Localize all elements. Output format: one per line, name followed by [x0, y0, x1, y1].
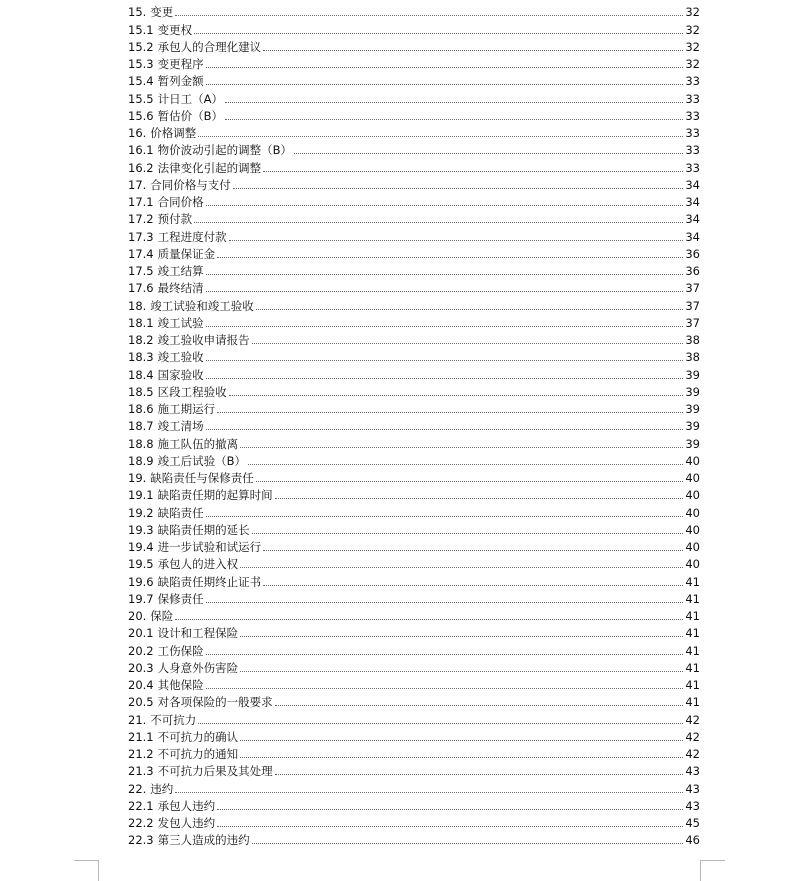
toc-entry-title: 进一步试验和试运行: [157, 540, 262, 554]
toc-entry-page-number: 41: [685, 609, 700, 623]
toc-dot-leader: [275, 705, 684, 706]
toc-entry-number: 18.4: [128, 367, 154, 382]
toc-entry[interactable]: [128, 606, 700, 623]
toc-entry-number: 17.3: [128, 229, 154, 244]
toc-entry-title: 暂估价（B）: [157, 108, 223, 123]
toc-dot-leader: [240, 636, 683, 637]
toc-entry-number: 17.5: [128, 264, 154, 278]
toc-entry-number: 19.6: [128, 574, 154, 589]
toc-entry[interactable]: [128, 485, 700, 502]
toc-entry[interactable]: [128, 295, 700, 312]
toc-dot-leader: [175, 15, 683, 16]
toc-entry-number: 15.6: [128, 108, 154, 123]
toc-dot-leader: [225, 102, 683, 103]
toc-entry[interactable]: [128, 554, 700, 571]
toc-entry-page-number: 39: [685, 436, 700, 451]
toc-dot-leader: [275, 498, 684, 499]
toc-entry-title: 违约: [150, 781, 174, 796]
toc-dot-leader: [263, 550, 683, 551]
toc-entry-number: 22.2: [128, 816, 154, 830]
toc-entry-number: 17.4: [128, 246, 154, 261]
toc-dot-leader: [252, 533, 684, 534]
toc-entry-title: 缺陷责任期终止证书: [157, 574, 262, 589]
toc-entry-title: 计日工（A）: [157, 91, 223, 106]
toc-entry-page-number: 40: [685, 540, 700, 554]
toc-entry-number: 20.5: [128, 695, 154, 710]
toc-entry-page-number: 41: [685, 660, 700, 675]
toc-entry-number: 18.1: [128, 315, 154, 330]
page-corner-mark-right: [700, 860, 725, 881]
toc-entry[interactable]: [128, 209, 700, 226]
toc-entry-page-number: 33: [685, 91, 700, 106]
toc-dot-leader: [240, 447, 683, 448]
toc-entry[interactable]: [128, 692, 700, 709]
toc-entry[interactable]: [128, 537, 700, 554]
toc-entry-number: 18.9: [128, 453, 154, 468]
toc-entry[interactable]: [128, 830, 700, 847]
toc-entry-page-number: 37: [685, 281, 700, 296]
toc-dot-leader: [229, 395, 684, 396]
toc-entry-page-number: 38: [685, 350, 700, 365]
toc-dot-leader: [217, 257, 683, 258]
toc-entry-title: 不可抗力的通知: [157, 747, 239, 761]
toc-entry-number: 16.: [128, 126, 147, 140]
toc-dot-leader: [198, 136, 683, 137]
toc-entry-number: 19.: [128, 471, 147, 485]
toc-dot-leader: [206, 360, 684, 361]
toc-entry-title: 最终结清: [157, 281, 204, 296]
toc-entry-title: 第三人造成的违约: [157, 833, 250, 848]
toc-entry-title: 竣工后试验（B）: [157, 453, 246, 468]
toc-dot-leader: [263, 50, 683, 51]
toc-dot-leader: [206, 516, 684, 517]
toc-dot-leader: [206, 688, 684, 689]
toc-dot-leader: [198, 723, 683, 724]
toc-entry-number: 21.1: [128, 729, 154, 744]
toc-entry-page-number: 33: [685, 143, 700, 158]
table-of-contents: [128, 2, 700, 847]
toc-entry-page-number: 37: [685, 298, 700, 313]
toc-dot-leader: [256, 309, 684, 310]
toc-dot-leader: [206, 378, 684, 379]
toc-entry-page-number: 41: [685, 574, 700, 589]
toc-entry-page-number: 43: [685, 781, 700, 796]
toc-entry[interactable]: [128, 399, 700, 416]
toc-entry-title: 竣工清场: [157, 419, 204, 434]
toc-entry-page-number: 36: [685, 246, 700, 261]
toc-entry-page-number: 41: [685, 626, 700, 641]
toc-entry-title: 缺陷责任期的延长: [157, 522, 250, 537]
toc-entry-page-number: 41: [685, 678, 700, 692]
toc-entry-title: 变更权: [157, 22, 193, 37]
toc-entry-title: 竣工结算: [157, 264, 204, 278]
toc-entry[interactable]: [128, 382, 700, 399]
toc-dot-leader: [240, 757, 683, 758]
toc-entry-page-number: 33: [685, 74, 700, 89]
toc-entry-number: 20.3: [128, 660, 154, 675]
toc-entry[interactable]: [128, 140, 700, 157]
toc-entry[interactable]: [128, 433, 700, 450]
toc-entry-page-number: 38: [685, 333, 700, 347]
toc-entry-title: 国家验收: [157, 367, 204, 382]
toc-entry-title: 竣工验收: [157, 350, 204, 365]
toc-entry[interactable]: [128, 571, 700, 588]
toc-entry-number: 18.8: [128, 436, 154, 451]
toc-entry[interactable]: [128, 192, 700, 209]
toc-entry-title: 保修责任: [157, 591, 204, 606]
toc-entry-number: 18.: [128, 298, 147, 313]
toc-entry[interactable]: [128, 675, 700, 692]
toc-entry[interactable]: [128, 313, 700, 330]
toc-entry[interactable]: [128, 278, 700, 295]
toc-entry-title: 区段工程验收: [157, 384, 227, 399]
toc-dot-leader: [248, 464, 683, 465]
toc-entry-page-number: 40: [685, 557, 700, 572]
toc-entry[interactable]: [128, 502, 700, 519]
toc-entry[interactable]: [128, 364, 700, 381]
toc-entry-title: 暂列金额: [157, 74, 204, 89]
toc-dot-leader: [206, 274, 684, 275]
toc-entry-page-number: 41: [685, 643, 700, 658]
toc-entry-page-number: 34: [685, 212, 700, 227]
toc-entry-number: 16.2: [128, 160, 154, 175]
toc-dot-leader: [194, 222, 683, 223]
toc-dot-leader: [225, 119, 683, 120]
toc-entry-page-number: 32: [685, 22, 700, 37]
toc-entry-number: 22.1: [128, 798, 154, 813]
toc-entry-page-number: 39: [685, 419, 700, 434]
toc-entry[interactable]: [128, 623, 700, 640]
toc-entry[interactable]: [128, 520, 700, 537]
toc-entry-title: 工伤保险: [157, 643, 204, 658]
toc-entry[interactable]: [128, 796, 700, 813]
toc-entry[interactable]: [128, 589, 700, 606]
toc-entry[interactable]: [128, 416, 700, 433]
toc-entry-title: 合同价格与支付: [150, 177, 231, 192]
toc-entry-number: 19.3: [128, 522, 154, 537]
toc-entry-title: 不可抗力: [150, 712, 197, 727]
toc-entry-title: 竣工验收申请报告: [157, 333, 250, 347]
toc-dot-leader: [275, 774, 684, 775]
toc-entry-number: 20.: [128, 609, 147, 623]
toc-entry-title: 合同价格: [157, 195, 204, 209]
toc-entry-page-number: 39: [685, 367, 700, 382]
toc-entry-page-number: 39: [685, 402, 700, 416]
toc-dot-leader: [194, 33, 683, 34]
toc-entry-title: 缺陷责任: [157, 505, 204, 520]
toc-entry-title: 变更: [150, 5, 174, 20]
toc-entry-page-number: 40: [685, 488, 700, 503]
toc-dot-leader: [206, 67, 684, 68]
toc-dot-leader: [206, 205, 684, 206]
toc-entry-number: 18.5: [128, 384, 154, 399]
toc-entry-title: 竣工试验和竣工验收: [150, 298, 254, 313]
toc-entry-number: 15.4: [128, 74, 154, 89]
toc-entry-page-number: 42: [685, 729, 700, 744]
toc-entry-page-number: 37: [685, 315, 700, 330]
toc-dot-leader: [206, 326, 684, 327]
toc-dot-leader: [240, 671, 683, 672]
toc-entry[interactable]: [128, 744, 700, 761]
toc-entry-page-number: 32: [685, 57, 700, 71]
toc-entry-number: 15.3: [128, 57, 154, 71]
toc-entry-number: 19.1: [128, 488, 154, 503]
toc-entry-page-number: 43: [685, 798, 700, 813]
toc-entry-page-number: 34: [685, 229, 700, 244]
toc-entry-page-number: 33: [685, 126, 700, 140]
toc-entry[interactable]: [128, 175, 700, 192]
toc-entry-title: 设计和工程保险: [157, 626, 239, 641]
toc-entry-page-number: 40: [685, 505, 700, 520]
toc-entry-number: 19.5: [128, 557, 154, 572]
toc-entry-title: 质量保证金: [157, 246, 216, 261]
toc-entry-title: 价格调整: [150, 126, 197, 140]
toc-dot-leader: [217, 809, 683, 810]
toc-entry-number: 18.6: [128, 402, 154, 416]
toc-entry-number: 17.6: [128, 281, 154, 296]
toc-entry[interactable]: [128, 330, 700, 347]
toc-entry-page-number: 40: [685, 471, 700, 485]
toc-entry-page-number: 41: [685, 695, 700, 710]
toc-dot-leader: [252, 343, 684, 344]
toc-entry-number: 21.2: [128, 747, 154, 761]
toc-entry[interactable]: [128, 778, 700, 795]
toc-entry-page-number: 39: [685, 384, 700, 399]
toc-entry[interactable]: [128, 347, 700, 364]
toc-entry[interactable]: [128, 71, 700, 88]
toc-dot-leader: [256, 481, 684, 482]
toc-dot-leader: [206, 602, 684, 603]
toc-entry-number: 22.3: [128, 833, 154, 848]
toc-entry-page-number: 42: [685, 747, 700, 761]
toc-entry[interactable]: [128, 54, 700, 71]
toc-entry[interactable]: [128, 157, 700, 174]
toc-entry-title: 施工期运行: [157, 402, 216, 416]
toc-entry-number: 15.5: [128, 91, 154, 106]
toc-entry-number: 18.3: [128, 350, 154, 365]
toc-dot-leader: [240, 740, 683, 741]
toc-entry-title: 竣工试验: [157, 315, 204, 330]
toc-entry-number: 22.: [128, 781, 147, 796]
toc-entry-number: 18.7: [128, 419, 154, 434]
toc-dot-leader: [294, 153, 683, 154]
toc-entry-page-number: 43: [685, 764, 700, 779]
toc-entry[interactable]: [128, 123, 700, 140]
toc-entry-title: 承包人的进入权: [157, 557, 239, 572]
toc-entry-page-number: 32: [685, 5, 700, 20]
toc-entry-page-number: 33: [685, 160, 700, 175]
toc-dot-leader: [252, 843, 684, 844]
toc-dot-leader: [175, 619, 683, 620]
toc-entry[interactable]: [128, 640, 700, 657]
toc-entry[interactable]: [128, 261, 700, 278]
toc-entry-page-number: 34: [685, 177, 700, 192]
toc-dot-leader: [206, 84, 684, 85]
toc-entry-number: 15.: [128, 5, 147, 20]
toc-entry-title: 法律变化引起的调整: [157, 160, 262, 175]
toc-entry-title: 其他保险: [157, 678, 204, 692]
toc-entry-page-number: 46: [685, 833, 700, 848]
toc-entry-title: 缺陷责任与保修责任: [150, 471, 254, 485]
toc-entry-title: 变更程序: [157, 57, 204, 71]
toc-entry-page-number: 40: [685, 522, 700, 537]
toc-entry-title: 对各项保险的一般要求: [157, 695, 273, 710]
toc-dot-leader: [263, 171, 683, 172]
page-corner-mark-left: [74, 860, 99, 881]
toc-entry-number: 17.2: [128, 212, 154, 227]
toc-entry[interactable]: [128, 37, 700, 54]
toc-entry-page-number: 40: [685, 453, 700, 468]
toc-dot-leader: [217, 826, 683, 827]
toc-entry[interactable]: [128, 709, 700, 726]
toc-entry-number: 20.4: [128, 678, 154, 692]
toc-entry-title: 施工队伍的撤离: [157, 436, 239, 451]
toc-entry[interactable]: [128, 468, 700, 485]
toc-dot-leader: [217, 412, 683, 413]
toc-dot-leader: [229, 240, 684, 241]
toc-entry-title: 保险: [150, 609, 174, 623]
toc-entry-number: 15.2: [128, 39, 154, 54]
toc-entry-number: 15.1: [128, 22, 154, 37]
toc-entry-page-number: 36: [685, 264, 700, 278]
toc-entry-title: 承包人违约: [157, 798, 216, 813]
toc-dot-leader: [206, 429, 684, 430]
toc-entry-number: 19.2: [128, 505, 154, 520]
toc-entry[interactable]: [128, 88, 700, 105]
toc-entry-title: 人身意外伤害险: [157, 660, 239, 675]
toc-entry[interactable]: [128, 451, 700, 468]
toc-entry[interactable]: [128, 761, 700, 778]
toc-entry-title: 物价波动引起的调整（B）: [157, 143, 292, 158]
toc-entry-number: 20.1: [128, 626, 154, 641]
toc-dot-leader: [206, 654, 684, 655]
toc-entry-page-number: 34: [685, 195, 700, 209]
toc-entry[interactable]: [128, 727, 700, 744]
toc-dot-leader: [175, 792, 683, 793]
toc-entry-number: 17.1: [128, 195, 154, 209]
toc-dot-leader: [240, 567, 683, 568]
toc-entry-title: 发包人违约: [157, 816, 216, 830]
toc-entry-title: 不可抗力后果及其处理: [157, 764, 273, 779]
toc-entry-page-number: 42: [685, 712, 700, 727]
toc-entry[interactable]: [128, 2, 700, 19]
toc-entry[interactable]: [128, 244, 700, 261]
toc-dot-leader: [206, 291, 684, 292]
toc-entry[interactable]: [128, 658, 700, 675]
toc-entry-page-number: 41: [685, 591, 700, 606]
toc-entry-title: 预付款: [157, 212, 193, 227]
toc-entry-title: 工程进度付款: [157, 229, 227, 244]
toc-entry-page-number: 45: [685, 816, 700, 830]
toc-entry[interactable]: [128, 19, 700, 36]
toc-dot-leader: [233, 188, 684, 189]
toc-entry-title: 不可抗力的确认: [157, 729, 239, 744]
toc-entry-number: 16.1: [128, 143, 154, 158]
toc-entry-number: 21.: [128, 712, 147, 727]
toc-entry-number: 19.4: [128, 540, 154, 554]
toc-entry-title: 缺陷责任期的起算时间: [157, 488, 273, 503]
toc-entry-number: 20.2: [128, 643, 154, 658]
toc-entry-number: 21.3: [128, 764, 154, 779]
toc-entry[interactable]: [128, 106, 700, 123]
toc-entry-number: 19.7: [128, 591, 154, 606]
toc-dot-leader: [263, 585, 683, 586]
toc-entry-title: 承包人的合理化建议: [157, 39, 262, 54]
toc-entry[interactable]: [128, 813, 700, 830]
toc-entry-page-number: 32: [685, 39, 700, 54]
toc-entry[interactable]: [128, 226, 700, 243]
toc-entry-number: 17.: [128, 177, 147, 192]
toc-entry-number: 18.2: [128, 333, 154, 347]
toc-entry-page-number: 33: [685, 108, 700, 123]
